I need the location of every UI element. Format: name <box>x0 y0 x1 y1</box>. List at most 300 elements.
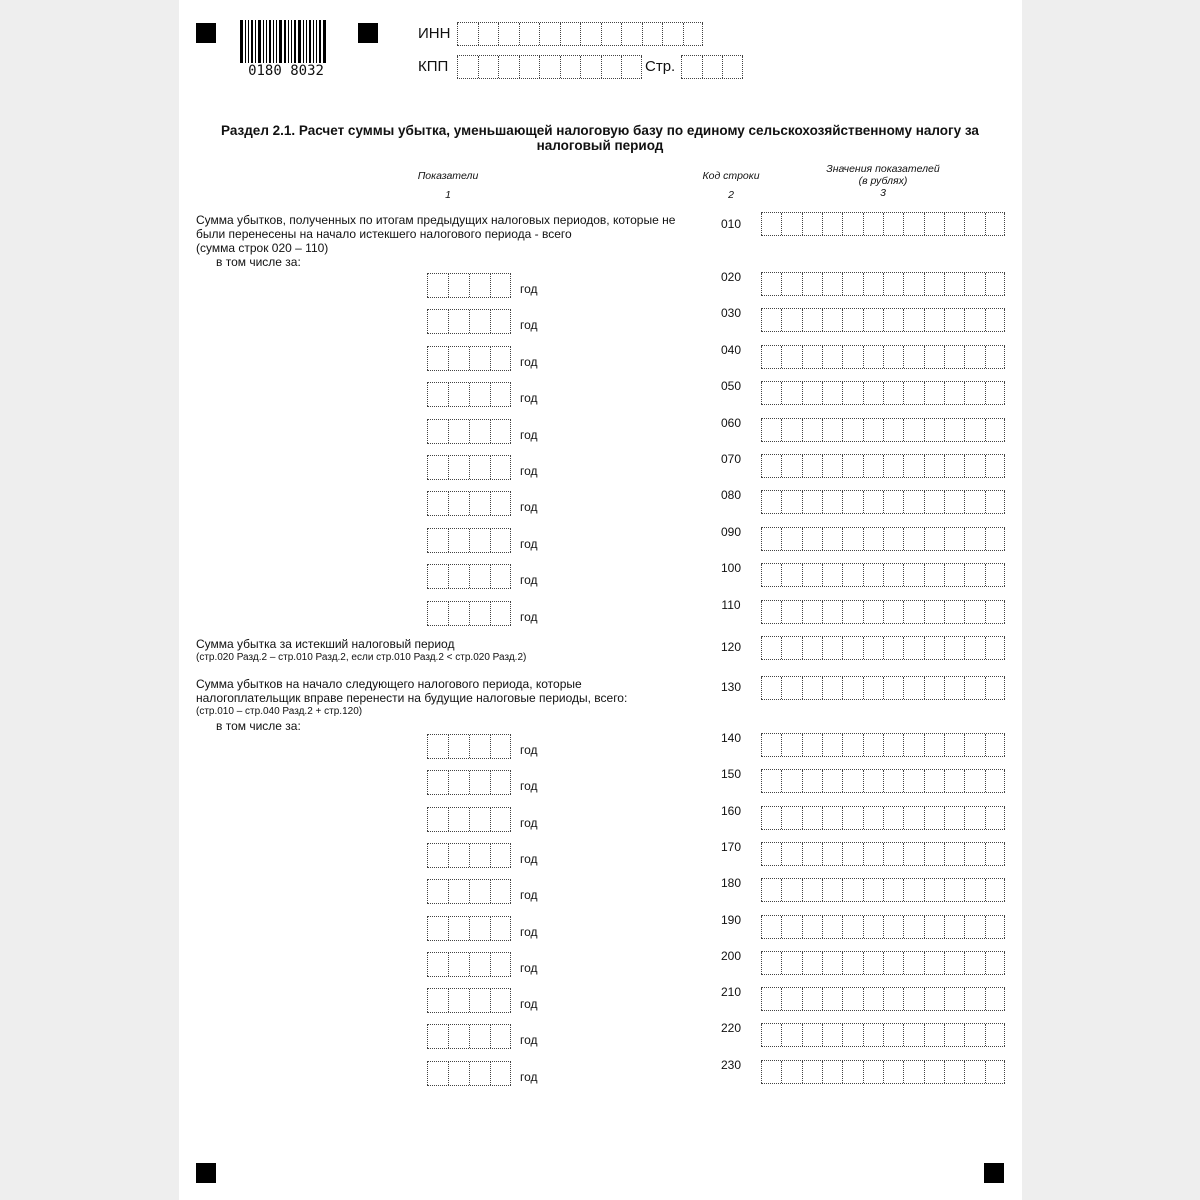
digit-cell <box>985 807 1005 829</box>
barcode-bar <box>316 20 317 64</box>
year-field-100[interactable] <box>427 564 511 589</box>
digit-cell <box>903 916 923 938</box>
digit-cell <box>822 419 842 441</box>
value-field-030[interactable] <box>761 308 1005 332</box>
digit-cell <box>781 346 801 368</box>
digit-cell <box>924 213 944 235</box>
value-field-200[interactable] <box>761 951 1005 975</box>
value-field-060[interactable] <box>761 418 1005 442</box>
digit-cell <box>781 637 801 659</box>
digit-cell <box>985 382 1005 404</box>
line-130-description: Сумма убытков на начало следующего налогового периода, которые налогоплательщик вправе перенести на будущие налоговые периоды, всего: <box>196 677 628 705</box>
year-field-160[interactable] <box>427 807 511 832</box>
digit-cell <box>802 677 822 699</box>
line-120-description: Сумма убытка за истекший налоговый период <box>196 637 455 651</box>
digit-cell <box>964 952 984 974</box>
year-field-080[interactable] <box>427 491 511 516</box>
digit-cell <box>802 491 822 513</box>
barcode-bar <box>303 20 304 64</box>
digit-cell <box>448 383 469 406</box>
digit-cell <box>924 528 944 550</box>
digit-cell <box>964 419 984 441</box>
digit-cell <box>863 637 883 659</box>
digit-cell <box>944 419 964 441</box>
value-field-110[interactable] <box>761 600 1005 624</box>
inn-field[interactable] <box>457 22 703 46</box>
digit-cell <box>842 988 862 1010</box>
value-field-180[interactable] <box>761 878 1005 902</box>
in-that-number-label-1: в том числе за: <box>216 255 301 269</box>
digit-cell <box>490 565 511 588</box>
line-code-170: 170 <box>720 839 742 854</box>
digit-cell <box>985 677 1005 699</box>
digit-cell <box>863 843 883 865</box>
digit-cell <box>448 880 469 903</box>
digit-cell <box>842 1061 862 1083</box>
digit-cell <box>944 1024 964 1046</box>
year-label: год <box>520 500 538 515</box>
barcode-bar <box>255 20 256 64</box>
digit-cell <box>802 528 822 550</box>
registration-mark-top-right <box>358 23 378 43</box>
line-code-020: 020 <box>720 270 742 284</box>
digit-cell <box>469 880 490 903</box>
digit-cell <box>944 455 964 477</box>
year-field-040[interactable] <box>427 346 511 371</box>
digit-cell <box>761 309 781 331</box>
digit-cell <box>822 455 842 477</box>
barcode <box>240 20 332 80</box>
year-field-020[interactable] <box>427 273 511 298</box>
digit-cell <box>842 916 862 938</box>
year-label: год <box>520 779 538 794</box>
digit-cell <box>802 382 822 404</box>
year-label: год <box>520 1033 538 1048</box>
digit-cell <box>490 953 511 976</box>
digit-cell <box>427 808 448 831</box>
value-field-020[interactable] <box>761 272 1005 296</box>
value-field-210[interactable] <box>761 987 1005 1011</box>
digit-cell <box>722 56 743 78</box>
value-field-230[interactable] <box>761 1060 1005 1084</box>
digit-cell <box>761 677 781 699</box>
digit-cell <box>924 677 944 699</box>
digit-cell <box>842 1024 862 1046</box>
digit-cell <box>761 1024 781 1046</box>
digit-cell <box>702 56 723 78</box>
digit-cell <box>448 808 469 831</box>
line-code-060: 060 <box>720 415 742 430</box>
column-header-values-unit: (в рублях) <box>858 175 908 187</box>
digit-cell <box>761 419 781 441</box>
digit-cell <box>469 310 490 333</box>
value-field-190[interactable] <box>761 915 1005 939</box>
digit-cell <box>683 23 704 45</box>
line-010-text <box>196 213 696 269</box>
line-130-formula: (стр.010 – стр.040 Разд.2 + стр.120) <box>196 706 363 717</box>
digit-cell <box>781 952 801 974</box>
digit-cell <box>863 952 883 974</box>
digit-cell <box>964 455 984 477</box>
digit-cell <box>964 382 984 404</box>
line-code-070: 070 <box>720 452 742 466</box>
digit-cell <box>842 677 862 699</box>
digit-cell <box>944 213 964 235</box>
column-header-indicators <box>378 170 518 201</box>
digit-cell <box>490 844 511 867</box>
digit-cell <box>427 529 448 552</box>
digit-cell <box>964 309 984 331</box>
digit-cell <box>781 528 801 550</box>
digit-cell <box>863 528 883 550</box>
digit-cell <box>903 382 923 404</box>
barcode-bar <box>248 20 249 64</box>
barcode-bar <box>319 20 321 64</box>
year-field-150[interactable] <box>427 770 511 795</box>
inn-label: ИНН <box>418 25 451 42</box>
digit-cell <box>944 770 964 792</box>
digit-cell <box>964 807 984 829</box>
digit-cell <box>883 988 903 1010</box>
digit-cell <box>490 602 511 625</box>
digit-cell <box>964 346 984 368</box>
barcode-bar <box>263 20 264 64</box>
digit-cell <box>761 273 781 295</box>
digit-cell <box>802 988 822 1010</box>
digit-cell <box>924 916 944 938</box>
digit-cell <box>490 492 511 515</box>
digit-cell <box>842 491 862 513</box>
year-field-180[interactable] <box>427 879 511 904</box>
digit-cell <box>985 528 1005 550</box>
digit-cell <box>924 601 944 623</box>
barcode-bar <box>294 20 296 64</box>
digit-cell <box>822 952 842 974</box>
digit-cell <box>802 455 822 477</box>
digit-cell <box>781 916 801 938</box>
digit-cell <box>842 273 862 295</box>
digit-cell <box>903 988 923 1010</box>
digit-cell <box>469 771 490 794</box>
digit-cell <box>469 456 490 479</box>
digit-cell <box>842 346 862 368</box>
digit-cell <box>985 1061 1005 1083</box>
digit-cell <box>580 56 601 78</box>
digit-cell <box>944 528 964 550</box>
digit-cell <box>842 601 862 623</box>
digit-cell <box>903 309 923 331</box>
barcode-number: 0180 8032 <box>240 63 332 79</box>
digit-cell <box>903 419 923 441</box>
value-field-070[interactable] <box>761 454 1005 478</box>
year-field-200[interactable] <box>427 952 511 977</box>
digit-cell <box>448 1062 469 1085</box>
digit-cell <box>985 734 1005 756</box>
kpp-field[interactable] <box>457 55 642 79</box>
digit-cell <box>863 916 883 938</box>
digit-cell <box>964 916 984 938</box>
digit-cell <box>490 771 511 794</box>
year-label: год <box>520 815 538 830</box>
digit-cell <box>863 455 883 477</box>
line-code-230: 230 <box>720 1057 742 1072</box>
digit-cell <box>883 843 903 865</box>
year-label: год <box>520 888 538 903</box>
digit-cell <box>662 23 683 45</box>
value-field-010[interactable] <box>761 212 1005 236</box>
value-field-170[interactable] <box>761 842 1005 866</box>
year-field-140[interactable] <box>427 734 511 759</box>
value-field-160[interactable] <box>761 806 1005 830</box>
digit-cell <box>781 879 801 901</box>
line-code-030: 030 <box>720 306 742 321</box>
year-field-110[interactable] <box>427 601 511 626</box>
digit-cell <box>964 213 984 235</box>
digit-cell <box>903 879 923 901</box>
digit-cell <box>469 989 490 1012</box>
digit-cell <box>822 916 842 938</box>
digit-cell <box>944 843 964 865</box>
digit-cell <box>427 420 448 443</box>
digit-cell <box>903 564 923 586</box>
digit-cell <box>944 382 964 404</box>
digit-cell <box>964 843 984 865</box>
digit-cell <box>924 382 944 404</box>
barcode-bar <box>273 20 274 64</box>
digit-cell <box>903 528 923 550</box>
year-field-190[interactable] <box>427 916 511 941</box>
line-code-180: 180 <box>720 876 742 891</box>
barcode-bar <box>266 20 267 64</box>
digit-cell <box>490 456 511 479</box>
line-code-210: 210 <box>720 985 742 1000</box>
year-field-060[interactable] <box>427 419 511 444</box>
digit-cell <box>448 735 469 758</box>
digit-cell <box>427 347 448 370</box>
year-label: год <box>520 464 538 478</box>
digit-cell <box>883 1061 903 1083</box>
digit-cell <box>863 988 883 1010</box>
digit-cell <box>822 564 842 586</box>
digit-cell <box>944 879 964 901</box>
digit-cell <box>863 382 883 404</box>
digit-cell <box>822 382 842 404</box>
barcode-bar <box>276 20 277 64</box>
digit-cell <box>427 917 448 940</box>
value-field-140[interactable] <box>761 733 1005 757</box>
digit-cell <box>448 274 469 297</box>
registration-mark-top-left <box>196 23 216 43</box>
digit-cell <box>944 564 964 586</box>
line-code-220: 220 <box>720 1021 742 1036</box>
digit-cell <box>519 56 540 78</box>
digit-cell <box>883 770 903 792</box>
digit-cell <box>490 529 511 552</box>
digit-cell <box>964 273 984 295</box>
column-header-indicators-number: 1 <box>445 189 451 201</box>
digit-cell <box>924 988 944 1010</box>
digit-cell <box>448 953 469 976</box>
digit-cell <box>490 347 511 370</box>
digit-cell <box>448 602 469 625</box>
digit-cell <box>802 637 822 659</box>
digit-cell <box>802 1061 822 1083</box>
digit-cell <box>863 879 883 901</box>
value-field-120[interactable] <box>761 636 1005 660</box>
digit-cell <box>883 601 903 623</box>
digit-cell <box>469 917 490 940</box>
digit-cell <box>903 601 923 623</box>
digit-cell <box>842 309 862 331</box>
year-label: год <box>520 354 538 369</box>
digit-cell <box>427 989 448 1012</box>
digit-cell <box>944 1061 964 1083</box>
digit-cell <box>964 1024 984 1046</box>
digit-cell <box>427 565 448 588</box>
value-field-090[interactable] <box>761 527 1005 551</box>
digit-cell <box>883 213 903 235</box>
digit-cell <box>944 273 964 295</box>
digit-cell <box>944 916 964 938</box>
barcode-bar <box>269 20 271 64</box>
digit-cell <box>427 456 448 479</box>
year-field-090[interactable] <box>427 528 511 553</box>
digit-cell <box>761 843 781 865</box>
digit-cell <box>448 347 469 370</box>
line-code-080: 080 <box>720 488 742 503</box>
digit-cell <box>822 491 842 513</box>
digit-cell <box>822 1061 842 1083</box>
digit-cell <box>903 1061 923 1083</box>
digit-cell <box>883 309 903 331</box>
digit-cell <box>924 952 944 974</box>
digit-cell <box>761 491 781 513</box>
digit-cell <box>490 274 511 297</box>
digit-cell <box>448 917 469 940</box>
digit-cell <box>883 273 903 295</box>
column-header-line-code-number: 2 <box>728 189 734 201</box>
digit-cell <box>802 952 822 974</box>
digit-cell <box>781 734 801 756</box>
digit-cell <box>781 807 801 829</box>
year-field-070[interactable] <box>427 455 511 480</box>
digit-cell <box>863 213 883 235</box>
value-field-130[interactable] <box>761 676 1005 700</box>
digit-cell <box>944 346 964 368</box>
digit-cell <box>478 23 499 45</box>
value-field-080[interactable] <box>761 490 1005 514</box>
digit-cell <box>781 455 801 477</box>
column-header-line-code-label: Код строки <box>702 170 760 182</box>
digit-cell <box>944 807 964 829</box>
barcode-bar <box>279 20 282 64</box>
digit-cell <box>964 491 984 513</box>
digit-cell <box>427 492 448 515</box>
digit-cell <box>903 455 923 477</box>
digit-cell <box>427 274 448 297</box>
column-header-values-label: Значения показателей <box>826 163 940 175</box>
digit-cell <box>457 56 478 78</box>
column-header-line-code <box>692 170 770 201</box>
digit-cell <box>903 807 923 829</box>
digit-cell <box>842 382 862 404</box>
digit-cell <box>924 309 944 331</box>
digit-cell <box>802 916 822 938</box>
year-field-220[interactable] <box>427 1024 511 1049</box>
digit-cell <box>469 953 490 976</box>
value-field-050[interactable] <box>761 381 1005 405</box>
digit-cell <box>985 601 1005 623</box>
year-label: год <box>520 924 538 939</box>
digit-cell <box>469 735 490 758</box>
digit-cell <box>427 383 448 406</box>
digit-cell <box>822 601 842 623</box>
digit-cell <box>681 56 702 78</box>
digit-cell <box>802 601 822 623</box>
barcode-bar <box>245 20 246 64</box>
digit-cell <box>863 807 883 829</box>
digit-cell <box>781 988 801 1010</box>
digit-cell <box>469 383 490 406</box>
digit-cell <box>842 843 862 865</box>
digit-cell <box>842 419 862 441</box>
page-number-field[interactable] <box>681 55 743 79</box>
value-field-100[interactable] <box>761 563 1005 587</box>
digit-cell <box>469 1062 490 1085</box>
digit-cell <box>883 734 903 756</box>
value-field-220[interactable] <box>761 1023 1005 1047</box>
year-field-170[interactable] <box>427 843 511 868</box>
digit-cell <box>842 734 862 756</box>
digit-cell <box>802 273 822 295</box>
digit-cell <box>863 309 883 331</box>
digit-cell <box>863 677 883 699</box>
digit-cell <box>427 310 448 333</box>
digit-cell <box>519 23 540 45</box>
value-field-040[interactable] <box>761 345 1005 369</box>
digit-cell <box>924 637 944 659</box>
barcode-bar <box>240 20 243 64</box>
digit-cell <box>621 23 642 45</box>
digit-cell <box>964 770 984 792</box>
year-label: год <box>520 318 538 333</box>
digit-cell <box>498 56 519 78</box>
barcode-bar <box>258 20 261 64</box>
digit-cell <box>601 56 622 78</box>
year-field-210[interactable] <box>427 988 511 1013</box>
digit-cell <box>560 23 581 45</box>
digit-cell <box>924 1061 944 1083</box>
digit-cell <box>427 844 448 867</box>
year-field-050[interactable] <box>427 382 511 407</box>
year-field-230[interactable] <box>427 1061 511 1086</box>
digit-cell <box>863 419 883 441</box>
line-code-120: 120 <box>720 640 742 654</box>
year-field-030[interactable] <box>427 309 511 334</box>
barcode-bar <box>323 20 326 64</box>
digit-cell <box>944 677 964 699</box>
digit-cell <box>761 770 781 792</box>
digit-cell <box>924 491 944 513</box>
barcode-bar <box>251 20 253 64</box>
digit-cell <box>903 770 923 792</box>
page-label: Стр. <box>645 58 676 75</box>
line-code-040: 040 <box>720 342 742 357</box>
digit-cell <box>985 564 1005 586</box>
line-code-100: 100 <box>720 561 742 576</box>
digit-cell <box>903 1024 923 1046</box>
value-field-150[interactable] <box>761 769 1005 793</box>
